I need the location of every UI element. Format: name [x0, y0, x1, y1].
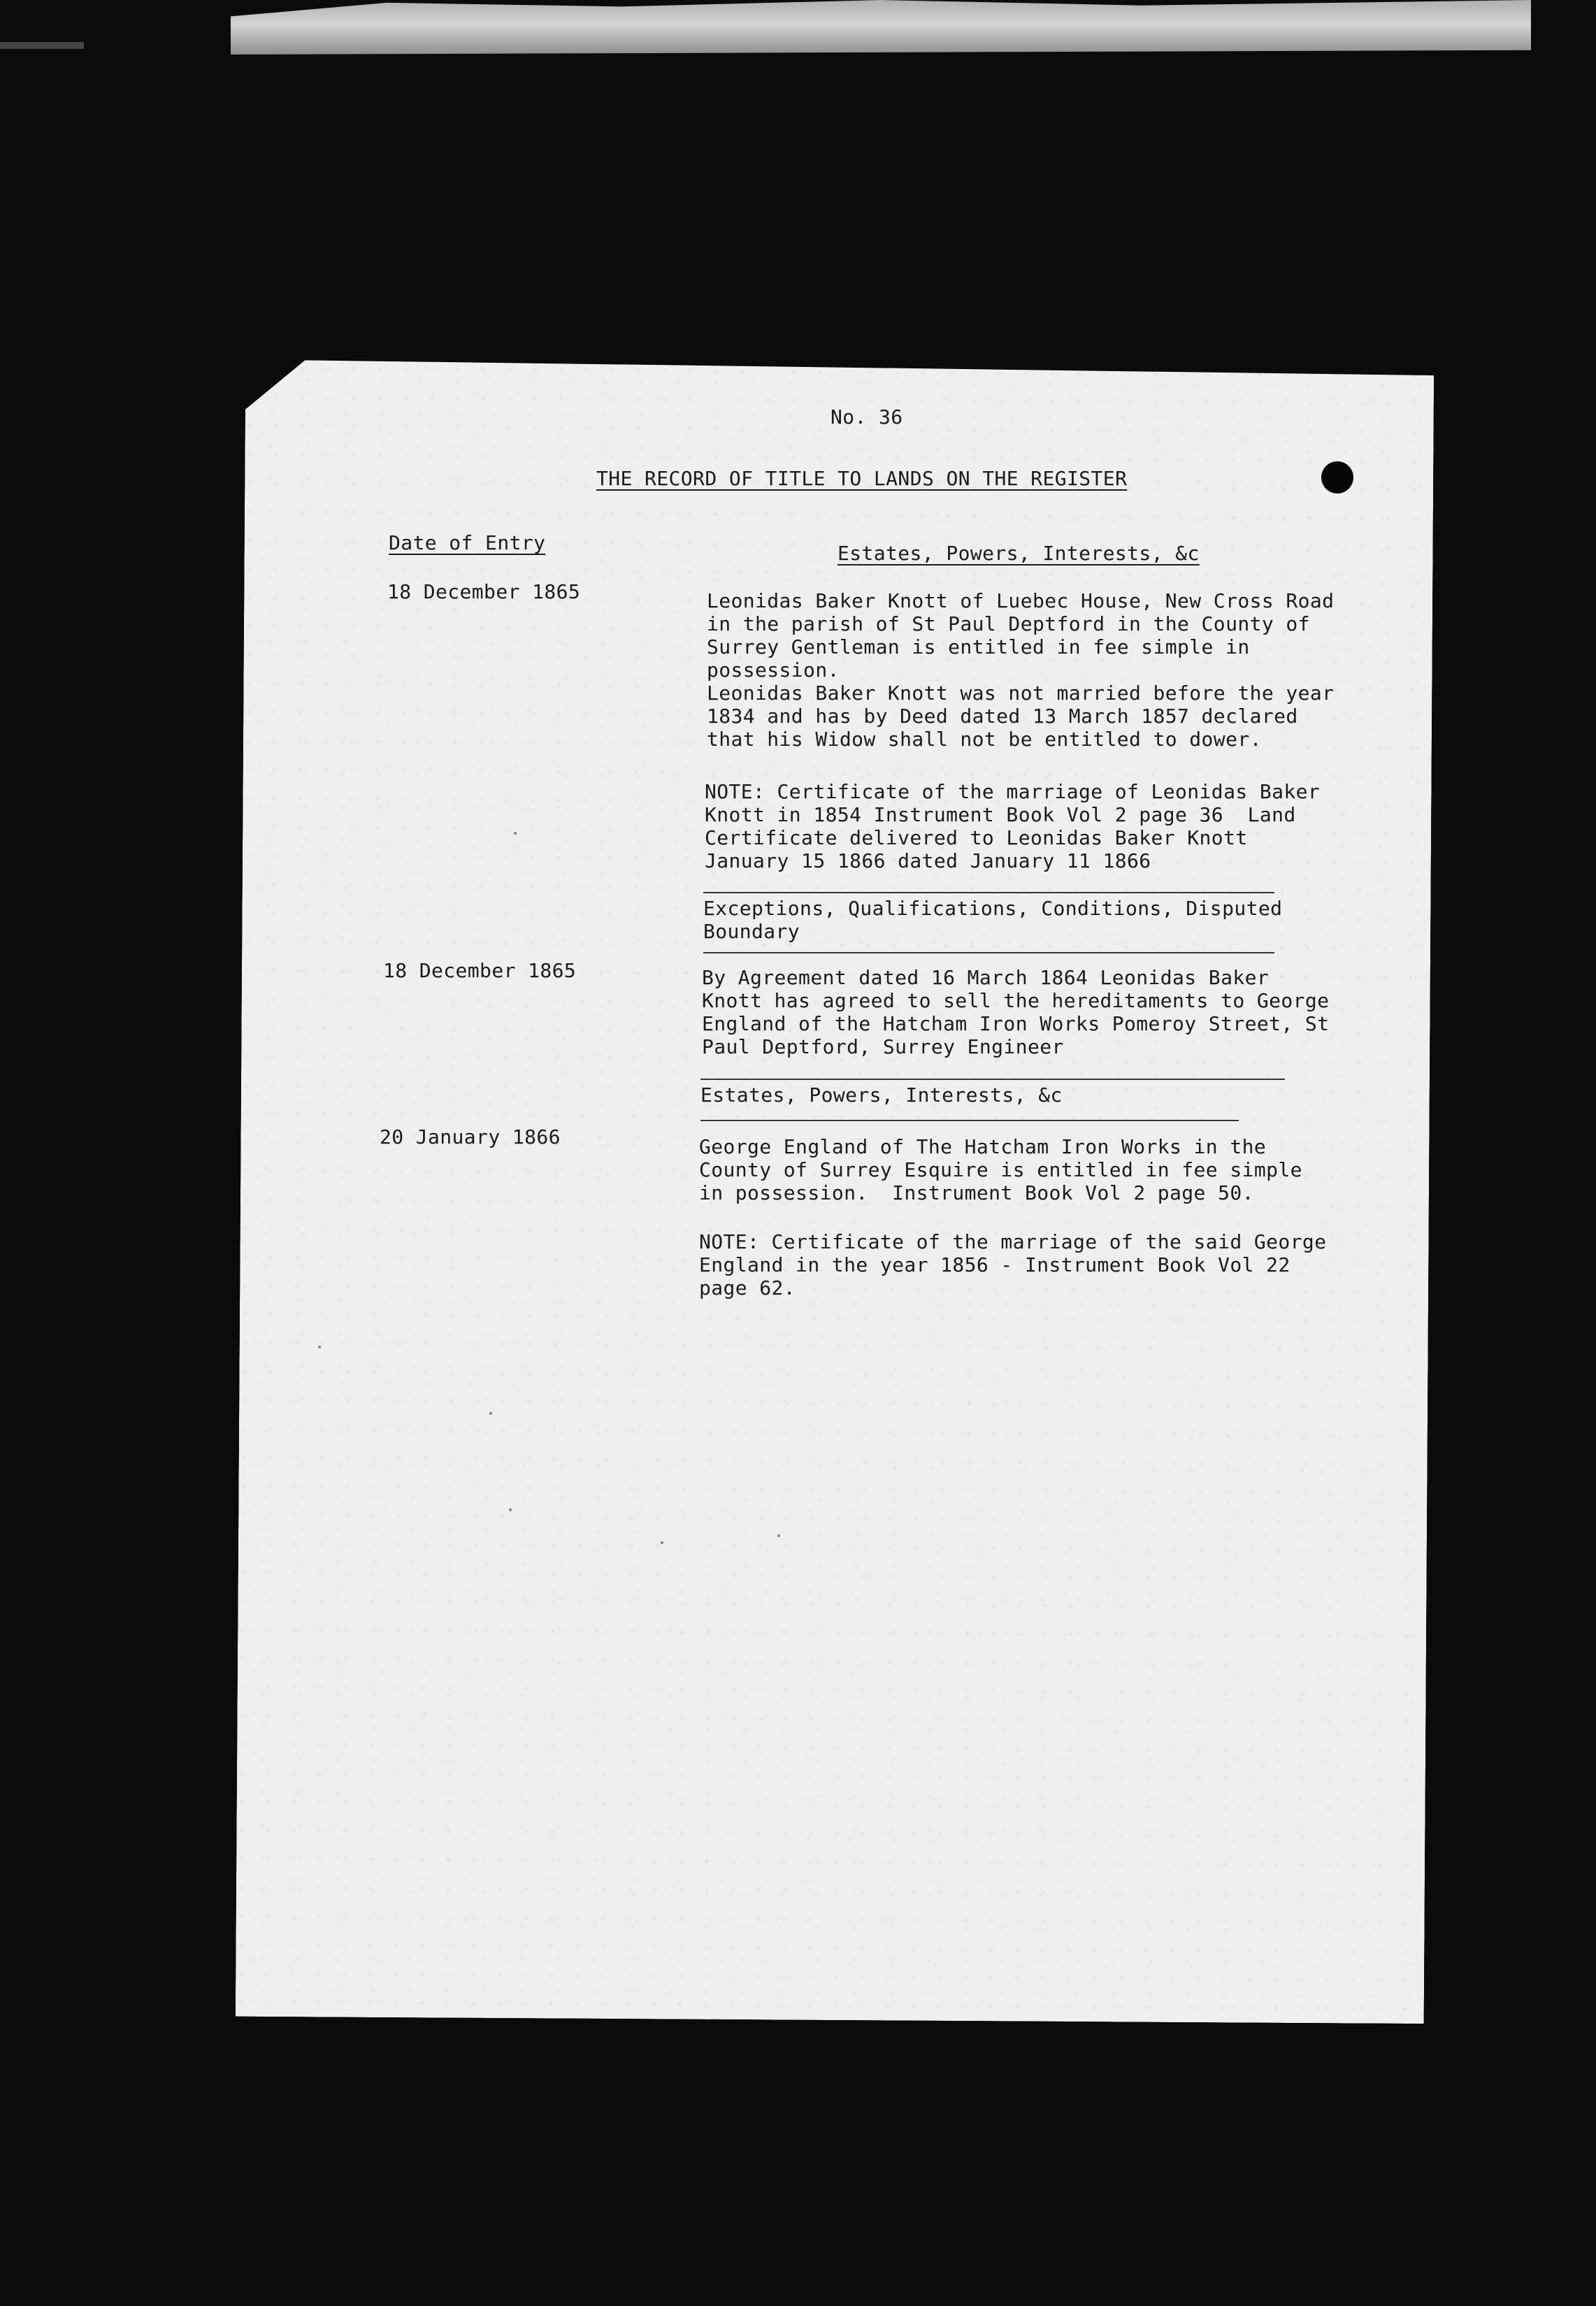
page-title: THE RECORD OF TITLE TO LANDS ON THE REGISTER	[596, 467, 1128, 490]
paper-speck	[318, 1346, 321, 1348]
entry-date-3: 20 January 1866	[380, 1125, 561, 1148]
underlying-pages	[231, 0, 1531, 55]
divider-1	[703, 892, 1274, 893]
paper-speck	[777, 1534, 780, 1537]
divider-2	[703, 952, 1274, 953]
estates-heading-2: Estates, Powers, Interests, &c	[700, 1083, 1063, 1107]
entry-note-1: NOTE: Certificate of the marriage of Leonidas Baker Knott in 1854 Instrument Book Vol 2 page 36 Land Certificate delivered to Leonidas Baker Knott January 15 1866 dated January 11 1866	[705, 780, 1321, 872]
punch-hole	[1321, 461, 1353, 493]
paper-speck	[489, 1412, 492, 1415]
paper-speck	[509, 1508, 512, 1511]
entry-note-3: NOTE: Certificate of the marriage of the said George England in the year 1856 - Instrument Book Vol 22 page 62.	[699, 1230, 1327, 1299]
page-number: No. 36	[831, 405, 903, 428]
divider-3	[700, 1079, 1285, 1080]
scan-edge	[0, 42, 84, 49]
entry-paragraph-2: By Agreement dated 16 March 1864 Leonidas Baker Knott has agreed to sell the hereditaments to George England of the Hatcham Iron Works Pomeroy Street, St Paul Deptford, Surrey Engineer	[702, 966, 1330, 1058]
entry-paragraph-1: Leonidas Baker Knott of Luebec House, New Cross Road in the parish of St Paul Deptford in the County of Surrey Gentleman is entitled in fee simple in possession. Leonidas Baker Knott was not married before the year 1834 and has by Deed dated 13 March 1857 declared that his Widow shall not be entitled to dower.	[707, 589, 1335, 751]
entry-date-1: 18 December 1865	[387, 580, 581, 603]
estates-heading-1: Estates, Powers, Interests, &c	[837, 542, 1200, 565]
paper-speck	[661, 1541, 663, 1544]
entry-paragraph-3: George England of The Hatcham Iron Works in the County of Surrey Esquire is entitled in fee simple in possession. Instrument Book Vol 2 page 50.	[699, 1135, 1302, 1204]
exceptions-heading: Exceptions, Qualifications, Conditions, Disputed Boundary	[703, 897, 1283, 943]
date-column-heading: Date of Entry	[389, 531, 546, 554]
entry-date-2: 18 December 1865	[383, 959, 577, 982]
divider-4	[700, 1120, 1239, 1121]
paper-speck	[514, 832, 517, 835]
